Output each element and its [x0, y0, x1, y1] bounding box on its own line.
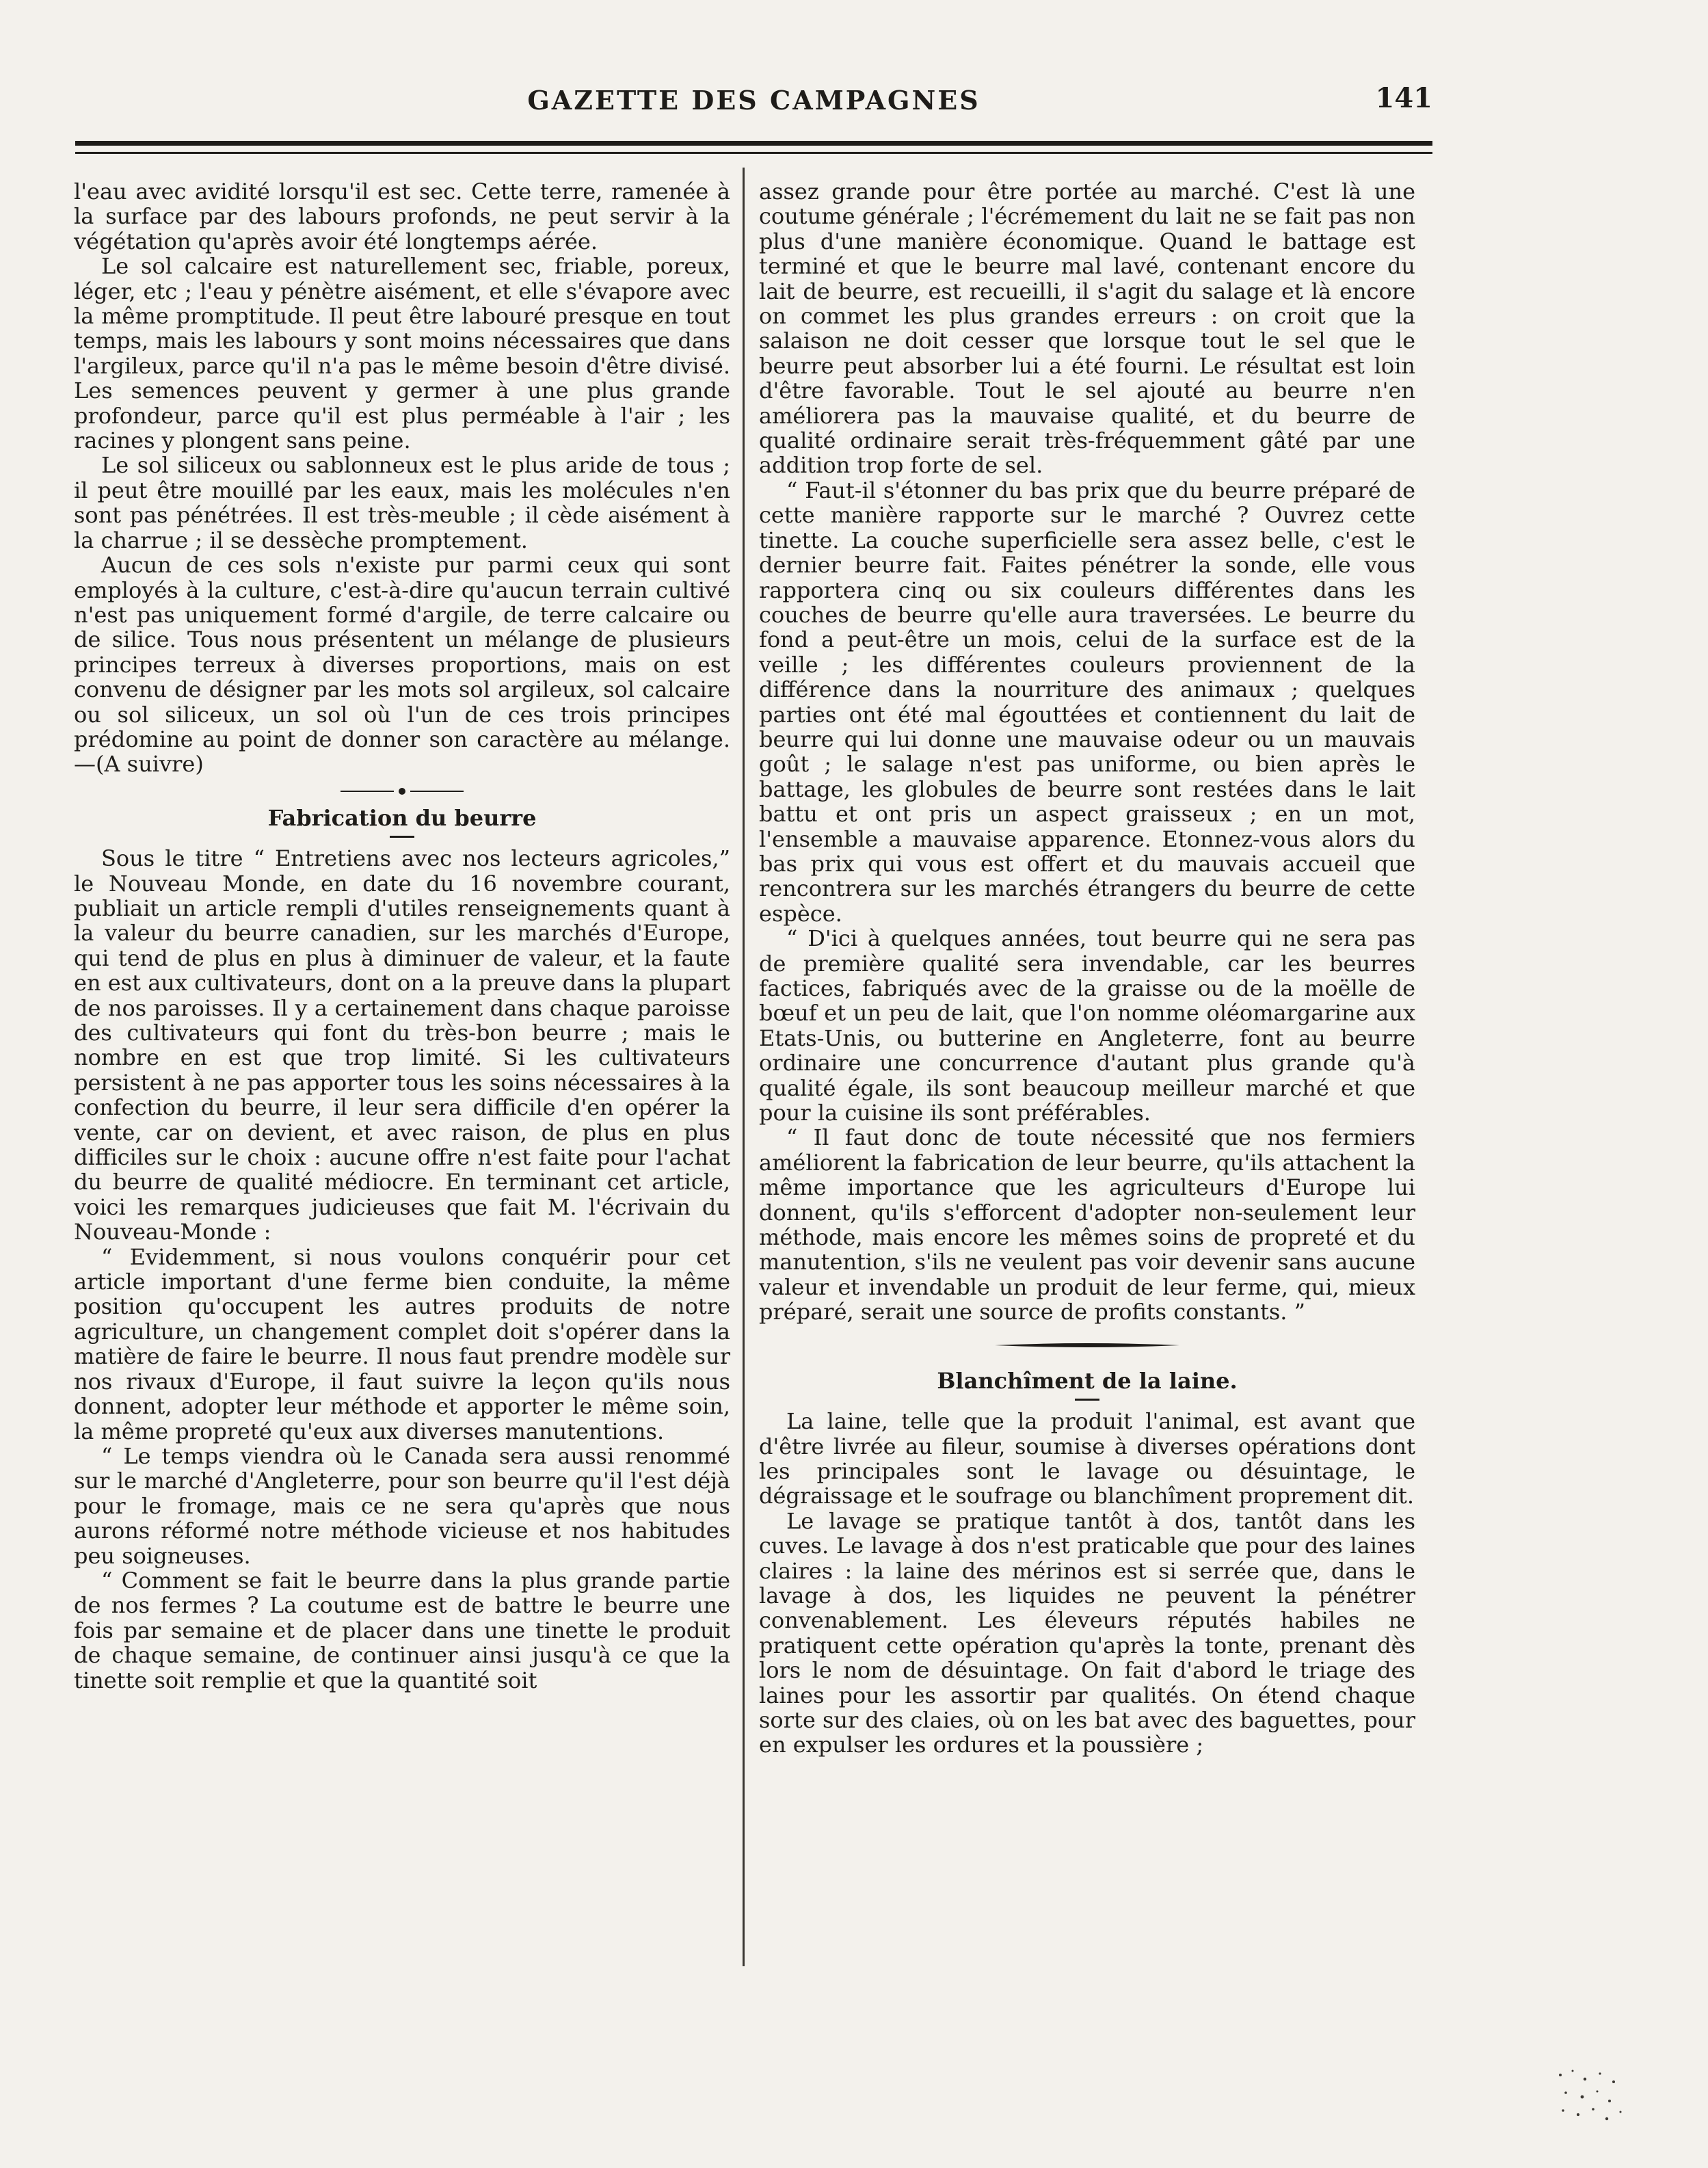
- title-dash: [1075, 1399, 1099, 1401]
- header-rule-thick: [75, 141, 1432, 146]
- paragraph: Le sol calcaire est naturellement sec, friable, poreux, léger, etc ; l'eau y pénètre aisément, et elle s'évapore avec la même promptitude. Il peut être labouré presque en tout temps, mais les labours y sont moins nécessaires que dans l'argileux, parce qu'il n'a pas le même besoin d'être divisé. Les semences peuvent y germer à une plus grande profondeur, parce qu'il est plus perméable à l'air ; les racines y plongent sans peine.: [74, 253, 730, 454]
- paragraph: “ Il faut donc de toute nécessité que nos fermiers améliorent la fabrication de leur beurre, qu'ils attachent la même importance que les agriculteurs d'Europe lui donnent, qu'ils s'efforcent d'adopter non-seulement leur méthode, mais encore les mêmes soins de propreté et du manutention, s'ils ne veulent pas voir devenir sans aucune valeur et invendable un produit de leur ferme, qui, mieux préparé, serait une source de profits constants. ”: [759, 1124, 1415, 1325]
- paragraph: l'eau avec avidité lorsqu'il est sec. Cette terre, ramenée à la surface par des labours profonds, ne peut servir à la végétation qu'après avoir été longtemps aérée.: [74, 179, 730, 254]
- paragraph: “ D'ici à quelques années, tout beurre qui ne sera pas de première qualité sera invendable, car les beurres factices, fabriqués avec de la graisse ou de la moëlle de bœuf et un peu de lait, que l'on nomme oléomargarine aux Etats-Unis, ou butterine en Angleterre, font au beurre ordinaire une concurrence d'autant plus grande qu'à qualité égale, ils sont beaucoup meilleur marché et que pour la cuisine ils sont préférables.: [759, 925, 1415, 1126]
- paragraph: Le lavage se pratique tantôt à dos, tantôt dans les cuves. Le lavage à dos n'est praticable que pour des laines claires : la laine des mérinos est si serrée que, dans le lavage à dos, les liquides ne peuvent la pénétrer convenablement. Les éleveurs réputés habiles ne pratiquent cette opération qu'après la tonte, prenant dès lors le nom de désuintage. On fait d'abord le triage des laines pour les assortir par qualités. On étend chaque sorte sur des claies, où on les bat avec des baguettes, pour en expulser les ordures et la poussière ;: [759, 1507, 1415, 1758]
- print-speckle: [1552, 2065, 1627, 2127]
- page-header: [75, 75, 1432, 130]
- column-divider: [743, 168, 745, 1966]
- left-column: [74, 179, 730, 1693]
- right-column: [759, 179, 1415, 1758]
- section-title: Fabrication du beurre: [267, 804, 537, 831]
- paragraph: “ Comment se fait le beurre dans la plus grande partie de nos fermes ? La coutume est de battre le beurre une fois par semaine et de placer dans une tinette le produit de chaque semaine, de continuer ainsi jusqu'à ce que la tinette soit remplie et que la quantité soit: [74, 1567, 730, 1693]
- paragraph: assez grande pour être portée au marché. C'est là une coutume générale ; l'écrémement du lait ne se fait pas non plus d'une manière économique. Quand le battage est terminé et que le beurre mal lavé, contenant encore du lait de beurre, est recueilli, il s'agit du salage et là encore on commet les plus grandes erreurs : on croit que la salaison ne doit cesser que lorsque tout le sel que le beurre peut absorber lui a été fourni. Le résultat est loin d'être favorable. Tout le sel ajouté au beurre n'en améliorera pas la mauvaise qualité, et du beurre de qualité ordinaire serait très-fréquemment gâté par une addition trop forte de sel.: [759, 179, 1415, 479]
- section-ornament: [995, 1343, 1179, 1348]
- section-title: Blanchîment de la laine.: [937, 1367, 1238, 1394]
- header-rule-thin: [75, 152, 1432, 154]
- paragraph: Le sol siliceux ou sablonneux est le plus aride de tous ; il peut être mouillé par les eaux, mais les molécules n'en sont pas pénétrées. Il est très-meuble ; il cède aisément à la charrue ; il se dessèche promptement.: [74, 452, 730, 553]
- title-dash: [390, 836, 414, 838]
- paragraph: “ Faut-il s'étonner du bas prix que du beurre préparé de cette manière rapporte sur le marché ? Ouvrez cette tinette. La couche superficielle sera assez belle, c'est le dernier beurre fait. Faites pénétrer la sonde, elle vous rapportera cinq ou six couleurs différentes dans les couches de beurre qu'elle aura traversées. Le beurre du fond a peut-être un mois, celui de la surface est de la veille ; les différentes couleurs proviennent de la différence dans la nourriture des animaux ; quelques parties ont été mal égouttées et contiennent du lait de beurre qui lui donne une mauvaise odeur ou un mauvais goût ; le salage n'est pas uniforme, ou bien après le battage, les globules de beurre sont restées dans le lait battu et ont pris un aspect graisseux ; en un mot, l'ensemble a mauvaise apparence. Etonnez-vous alors du bas prix qui vous est offert et du mauvais accueil que rencontrera sur les marchés étrangers du beurre de cette espèce.: [759, 477, 1415, 927]
- running-title: GAZETTE DES CAMPAGNES: [527, 85, 980, 116]
- paragraph: Aucun de ces sols n'existe pur parmi ceux qui sont employés à la culture, c'est-à-dire qu'aucun terrain cultivé n'est pas uniquement formé d'argile, de terre calcaire ou de silice. Tous nous présentent un mélange de plusieurs principes terreux à diverses proportions, mais on est convenu de désigner par les mots sol argileux, sol calcaire ou sol siliceux, un sol où l'un de ces trois principes prédomine au point de donner son caractère au mélange.—(A suivre): [74, 552, 730, 778]
- paragraph: “ Evidemment, si nous voulons conquérir pour cet article important d'une ferme bien conduite, la même position qu'occupent les autres produits de notre agriculture, un changement complet doit s'opérer dans la matière de faire le beurre. Il nous faut prendre modèle sur nos rivaux d'Europe, il faut suivre la leçon qu'ils nous donnent, adopter leur méthode et apporter le même soin, la même propreté qu'eux aux diverses manutentions.: [74, 1243, 730, 1444]
- paragraph: Sous le titre “ Entretiens avec nos lecteurs agricoles,” le Nouveau Monde, en date du 16 novembre courant, publiait un article rempli d'utiles renseignements quant à la valeur du beurre canadien, sur les marchés d'Europe, qui tend de plus en plus à diminuer de valeur, et la faute en est aux cultivateurs, dont on a la preuve dans la plupart de nos paroisses. Il y a certainement dans chaque paroisse des cultivateurs qui font du très-bon beurre ; mais le nombre en est que trop limité. Si les cultivateurs persistent à ne pas apporter tous les soins nécessaires à la confection du beurre, il leur sera difficile d'en opérer la vente, car on devient, et avec raison, de plus en plus difficiles sur le choix : aucune offre n'est faite pour l'achat du beurre de qualité médiocre. En terminant cet article, voici les remarques judicieuses que fait M. l'écrivain du Nouveau-Monde :: [74, 845, 730, 1245]
- page-number: 141: [1375, 82, 1432, 114]
- paragraph: “ Le temps viendra où le Canada sera aussi renommé sur le marché d'Angleterre, pour son beurre qu'il l'est déjà pour le fromage, mais ce ne sera qu'après que nous aurons réformé notre méthode vicieuse et nos habitudes peu soigneuses.: [74, 1442, 730, 1569]
- section-ornament: [334, 786, 470, 796]
- paragraph: La laine, telle que la produit l'animal, est avant que d'être livrée au fileur, soumise à diverses opérations dont les principales sont le lavage ou désuintage, le dégraissage et le soufrage ou blanchîment proprement dit.: [759, 1408, 1415, 1509]
